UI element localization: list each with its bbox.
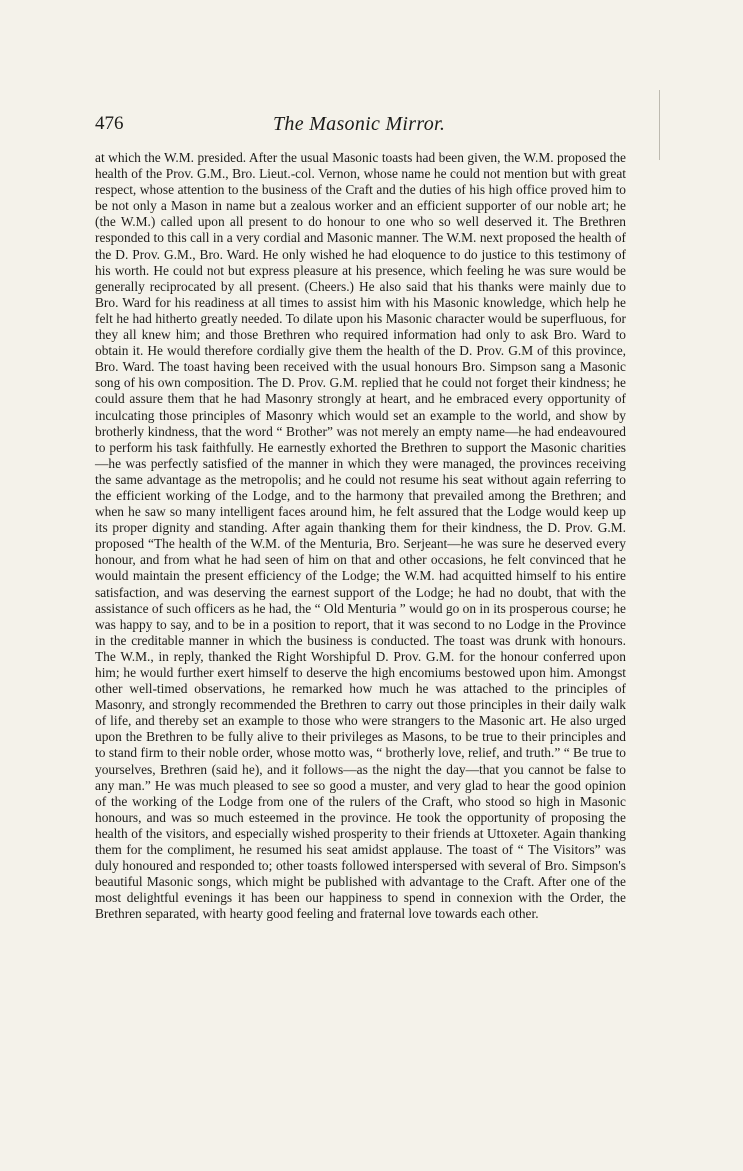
article-body-paragraph: at which the W.M. presided. After the usual Masonic toasts had been given, the W.M. proposed the health of the Prov. G.M., Bro. Lieut.-col. Vernon, whose name he could not mention but with great respect, whose attention to the business of the Craft and the duties of his high office proved him to be not only a Mason in name but a zealous worker and an efficient supporter of our noble art; he (the W.M.) called upon all present to do honour to one who so well deserved it. The Brethren responded to this call in a very cordial and Masonic manner. The W.M. next proposed the health of the D. Prov. G.M., Bro. Ward. He only wished he had eloquence to do justice to this testimony of his worth. He could not but express pleasure at his presence, which feeling he was sure would be generally reciprocated by all present. (Cheers.) He also said that his thanks were mainly due to Bro. Ward for his readiness at all times to assist him with his Masonic knowledge, which help he felt he had hitherto greatly needed. To dilate upon his Masonic character would be superfluous, for they all knew him; and those Brethren who required information had only to ask Bro. Ward to obtain it. He would therefore cordially give them the health of the D. Prov. G.M of this province, Bro. Ward. The toast having been received with the usual honours Bro. Simpson sang a Masonic song of his own composition. The D. Prov. G.M. replied that he could not forget their kindness; he could assure them that he had Masonry strongly at heart, and he embraced every opportunity of inculcating those principles of Masonry which would set an example to the world, and show by brotherly kindness, that the word “ Brother” was not merely an empty name—he had endeavoured to perform his task faithfully. He earnestly exhorted the Brethren to support the Masonic charities—he was perfectly satisfied of the manner in which they were managed, the provinces receiving the same advantage as the metropolis; and he could not resume his seat without again referring to the efficient working of the Lodge, and to the harmony that prevailed among the Brethren; and when he saw so many intelligent faces around him, he felt assured that the Lodge would keep up its proper dignity and standing. After again thanking them for their kindness, the D. Prov. G.M. proposed “The health of the W.M. of the Menturia, Bro. Serjeant—he was sure he deserved every honour, and from what he had seen of him on that and other occasions, he felt convinced that he would maintain the present efficiency of the Lodge; the W.M. had acquitted himself to his entire satisfaction, and was deserving the earnest support of the Lodge; he had no doubt, that with the assistance of such officers as he had, the “ Old Menturia ” would go on in its prosperous course; he was happy to say, and to be in a position to report, that it was second to no Lodge in the Province in the creditable manner in which the business is conducted. The toast was drunk with honours. The W.M., in reply, thanked the Right Worshipful D. Prov. G.M. for the honour conferred upon him; he would further exert himself to deserve the high encomiums bestowed upon him. Amongst other well-timed observations, he remarked how much he was attached to the principles of Masonry, and strongly recommended the Brethren to carry out those principles in their daily walk of life, and thereby set an example to those who were strangers to the Masonic art. He also urged upon the Brethren to be fully alive to their privileges as Masons, to be true to their principles and to stand firm to their noble order, whose motto was, “ brotherly love, relief, and truth.” “ Be true to yourselves, Brethren (said he), and it follows—as the night the day—that you cannot be false to any man.” He was much pleased to see so good a muster, and very glad to hear the good opinion of the working of the Lodge from one of the rulers of the Craft, who stood so high in Masonic honours, and was so much esteemed in the province. He took the opportunity of proposing the health of the visitors, and especially wished prosperity to their friends at Uttoxeter. Again thanking them for the compliment, he resumed his seat amidst applause. The toast of “ The Visitors” was duly honoured and responded to; other toasts followed interspersed with several of Bro. Simpson's beautiful Masonic songs, which might be published with advantage to the Craft. After one of the most delightful evenings it has been our happiness to spend in connexion with the Order, the Brethren separated, with hearty good feeling and fraternal love towards each other. (95, 150, 626, 922)
page-edge-line (659, 90, 660, 160)
running-title: The Masonic Mirror. (273, 113, 446, 135)
page-header (95, 113, 655, 143)
page-number: 476 (95, 113, 124, 134)
